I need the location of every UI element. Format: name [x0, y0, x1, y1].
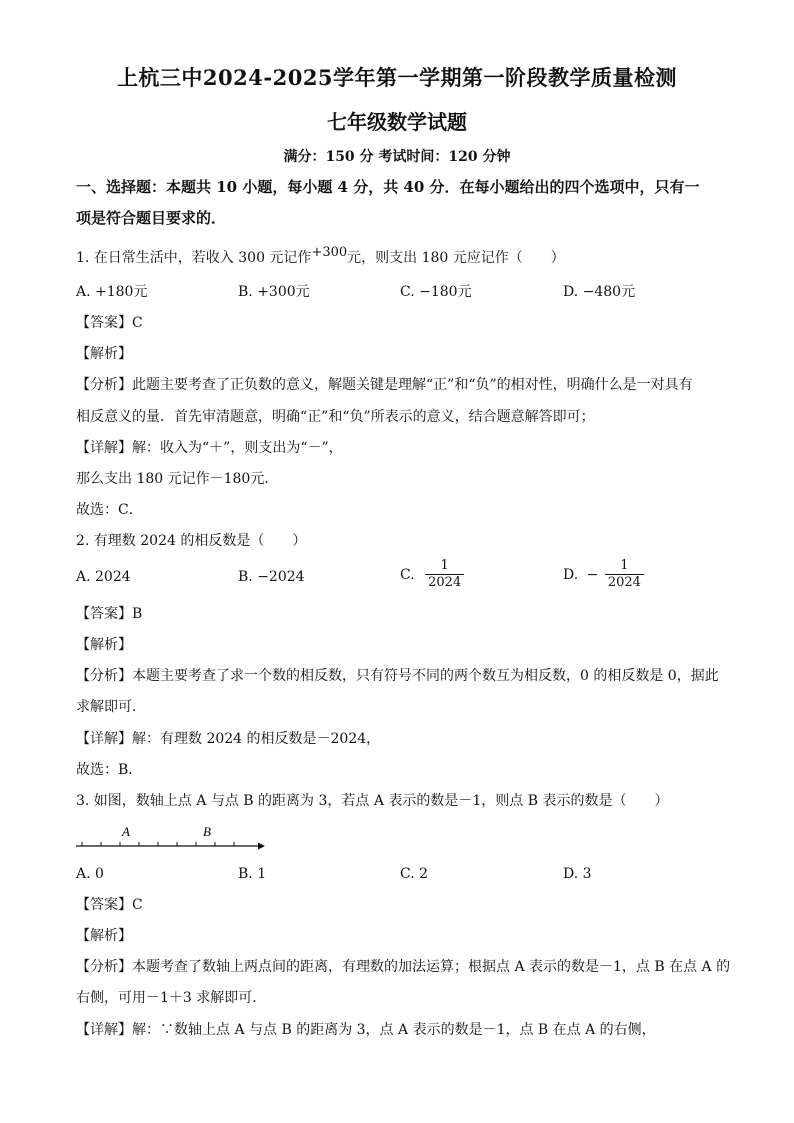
q3-stem: 3. 如图，数轴上点 A 与点 B 的距离为 3，若点 A 表示的数是－1，则点 B 表示的数是（ ） — [76, 793, 669, 809]
q1-detail-line2: 那么支出 180 元记作－180元． — [76, 471, 279, 487]
q2-option-d-denominator: 2024 — [607, 575, 641, 590]
q2-detail-line1: 【详解】解：有理数 2024 的相反数是－2024， — [76, 731, 381, 747]
q2-option-a: A. 2024 — [76, 569, 131, 585]
q1-choose: 故选：C． — [76, 502, 143, 518]
q2-choose: 故选：B． — [76, 762, 143, 778]
q2-analysis-label: 【解析】 — [76, 637, 132, 653]
q2-fenxi-line2: 求解即可． — [76, 699, 146, 715]
exam-meta: 满分：150 分 考试时间：120 分钟 — [283, 149, 511, 165]
q2-fenxi-line1: 【分析】本题主要考查了求一个数的相反数，只有符号不同的两个数互为相反数，0 的相反数是 0，据此 — [76, 668, 719, 684]
q2-option-d-label: D. — [563, 566, 579, 583]
point-b-label: B — [203, 824, 211, 839]
q2-option-d — [563, 558, 644, 591]
q1-detail-line1: 【详解】解：收入为“＋”，则支出为“－”， — [76, 440, 343, 456]
q3-fenxi-line1: 【分析】本题考查了数轴上两点间的距离，有理数的加法运算；根据点 A 表示的数是－1，点 B 在点 A 的 — [76, 959, 731, 975]
number-line-arrow-icon — [258, 843, 265, 850]
q3-option-c: C. 2 — [400, 866, 429, 882]
q2-answer: 【答案】B — [76, 606, 143, 622]
q1-fenxi-line1: 【分析】此题主要考查了正负数的意义，解题关键是理解“正”和“负”的相对性，明确什么是一对具有 — [76, 377, 693, 393]
q1-option-d: D. −480元 — [563, 284, 636, 300]
number-line-figure — [74, 822, 270, 856]
q1-option-c: C. −180元 — [400, 284, 472, 300]
q1-fenxi-line2: 相反意义的量．首先审清题意，明确“正”和“负”所表示的意义，结合题意解答即可； — [76, 409, 595, 425]
q2-option-d-fraction — [605, 558, 644, 591]
q3-option-a: A. 0 — [76, 866, 104, 882]
q2-option-d-numerator: 1 — [605, 558, 644, 575]
q2-option-c-denominator: 2024 — [428, 575, 462, 590]
q3-option-b: B. 1 — [238, 866, 267, 882]
q3-analysis-label: 【解析】 — [76, 928, 132, 944]
q1-stem — [76, 245, 565, 269]
q2-stem: 2. 有理数 2024 的相反数是（ ） — [76, 533, 307, 549]
q2-option-d-sign: − — [586, 566, 599, 583]
q1-option-a: A. +180元 — [76, 284, 148, 300]
q1-stem-sup: +300 — [311, 245, 348, 260]
q2-option-c-fraction — [425, 558, 464, 591]
q2-option-c-label: C. — [400, 566, 415, 583]
q1-analysis-label: 【解析】 — [76, 346, 132, 362]
q3-fenxi-line2: 右侧，可用－1＋3 求解即可． — [76, 990, 267, 1006]
q3-answer: 【答案】C — [76, 897, 143, 913]
q1-stem-part-b: 元，则支出 180 元应记作（ ） — [347, 250, 565, 266]
q1-stem-part-a: 1. 在日常生活中，若收入 300 元记作 — [76, 250, 312, 266]
point-a-label: A — [122, 824, 130, 839]
q2-option-b: B. −2024 — [238, 569, 305, 585]
q3-option-d: D. 3 — [563, 866, 592, 882]
q2-option-c — [400, 558, 464, 591]
section-heading-line2: 项是符合题目要求的． — [76, 209, 227, 227]
q3-detail-line1: 【详解】解：∵数轴上点 A 与点 B 的距离为 3，点 A 表示的数是－1，点 B 在点 A 的右侧， — [76, 1022, 656, 1038]
exam-subtitle: 七年级数学试题 — [327, 110, 467, 134]
exam-title: 上杭三中2024-2025学年第一学期第一阶段教学质量检测 — [116, 65, 678, 90]
q1-option-b: B. +300元 — [238, 284, 310, 300]
q2-option-c-numerator: 1 — [425, 558, 464, 575]
section-heading-line1: 一、选择题：本题共 10 小题，每小题 4 分，共 40 分．在每小题给出的四个选项中，只有一 — [76, 178, 700, 196]
q1-answer: 【答案】C — [76, 315, 143, 331]
